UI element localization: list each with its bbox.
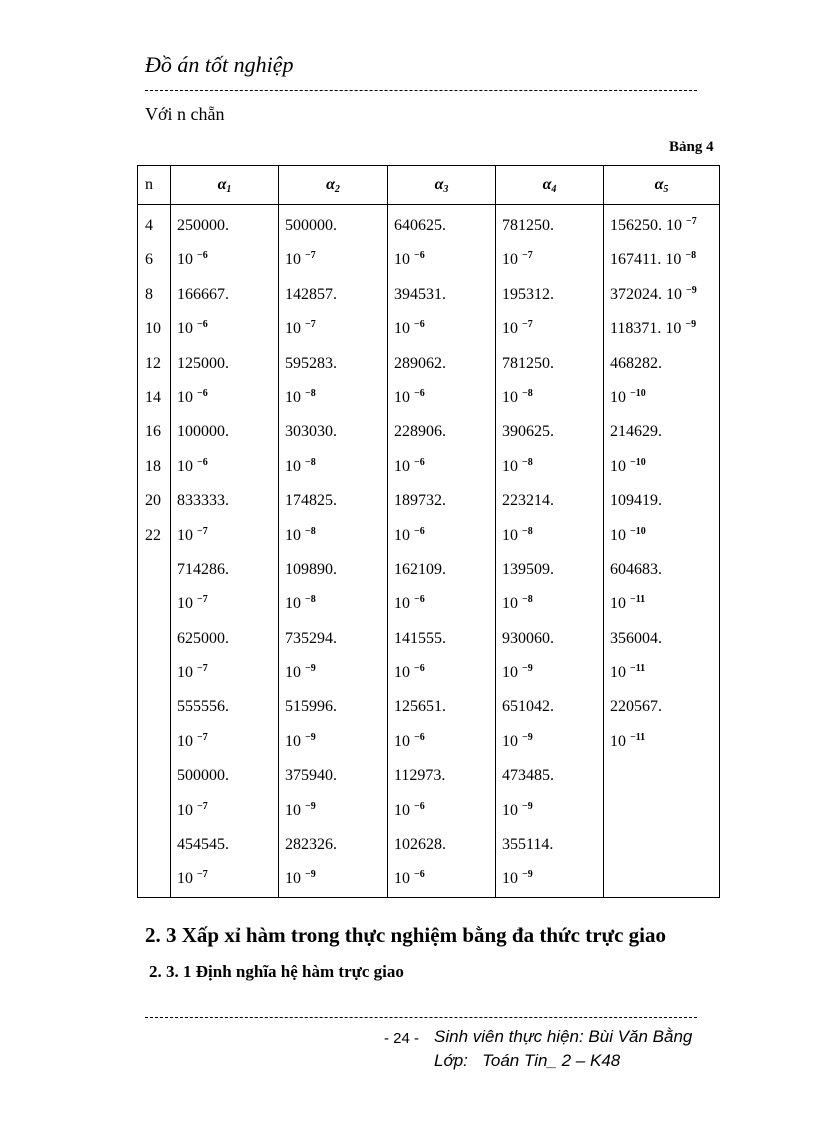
header-alpha-2: $\alpha_2$ (279, 166, 388, 205)
table-cell: 10 $^{-7}$ (285, 319, 316, 338)
table-cell: 10 $^{-9}$ (285, 731, 316, 750)
table-cell: 141555. (394, 629, 446, 647)
table-cell: 189732. (394, 492, 446, 510)
table-cell: 500000. (285, 217, 337, 234)
header-alpha-3: $\alpha_3$ (388, 166, 496, 205)
table-cell: 10 $^{-6}$ (177, 387, 208, 406)
table-cell: 10 $^{-6}$ (394, 387, 425, 406)
table-cell: 282326. (285, 836, 337, 854)
table-cell: 214629. (610, 423, 662, 441)
table-cell: 102628. (394, 836, 446, 854)
table-cell: 10 $^{-9}$ (502, 869, 533, 888)
table-cell: 735294. (285, 629, 337, 647)
table-cell: 142857. (285, 285, 337, 303)
n-value: 14 (145, 388, 161, 406)
table-cell: 10 $^{-6}$ (177, 250, 208, 269)
table-cell: 10 $^{-6}$ (394, 456, 425, 475)
table-cell: 100000. (177, 423, 229, 441)
table-cell: 10 $^{-6}$ (394, 525, 425, 544)
table-cell: 10 $^{-6}$ (394, 731, 425, 750)
table-cell: 515996. (285, 698, 337, 716)
table-cell: 10 $^{-8}$ (285, 387, 316, 406)
table-cell: 10 $^{-7}$ (177, 869, 208, 888)
n-value: 12 (145, 354, 161, 372)
table-cell: 833333. (177, 492, 229, 510)
table-cell: 10 $^{-8}$ (502, 525, 533, 544)
table-cell: 595283. (285, 354, 337, 372)
table-cell: 714286. (177, 560, 229, 578)
table-header-row (138, 166, 720, 205)
table-cell: 10 $^{-11}$ (610, 663, 646, 682)
n-value: 10 (145, 320, 161, 338)
alpha-1-column (171, 205, 279, 898)
table-cell: 174825. (285, 492, 337, 510)
table-cell: 10 $^{-10}$ (610, 387, 646, 406)
table-cell: 10 $^{-7}$ (177, 800, 208, 819)
table-cell: 10 $^{-6}$ (394, 319, 425, 338)
table-cell: 10 $^{-10}$ (610, 525, 646, 544)
table-cell: 220567. (610, 698, 662, 716)
table-body-row (138, 205, 720, 898)
table-cell: 10 $^{-11}$ (610, 731, 646, 750)
table-cell: 10 $^{-7}$ (502, 319, 533, 338)
table-cell: 156250. 10 $^{-7}$ (610, 216, 697, 234)
table-cell: 930060. (502, 629, 554, 647)
coefficient-table (137, 165, 720, 898)
n-value: 6 (145, 251, 153, 269)
table-cell: 10 $^{-6}$ (394, 869, 425, 888)
n-value: 4 (145, 217, 153, 234)
table-cell: 10 $^{-6}$ (394, 800, 425, 819)
table-cell: 500000. (177, 767, 229, 785)
table-cell: 10 $^{-8}$ (285, 525, 316, 544)
table-cell: 167411. 10 $^{-8}$ (610, 250, 697, 269)
n-values-column (138, 205, 171, 898)
footer-divider (145, 1017, 697, 1018)
subsection-heading: 2. 3. 1 Định nghĩa hệ hàm trực giao (149, 962, 404, 981)
alpha-4-column (496, 205, 604, 898)
table-cell: 166667. (177, 285, 229, 303)
document-header-title: Đồ án tốt nghiệp (145, 52, 294, 77)
table-cell: 468282. (610, 354, 662, 372)
alpha-5-column (604, 205, 720, 898)
table-cell: 10 $^{-6}$ (394, 594, 425, 613)
table-cell: 139509. (502, 560, 554, 578)
table-cell: 10 $^{-6}$ (177, 319, 208, 338)
table-cell: 604683. (610, 560, 662, 578)
table-cell: 781250. (502, 217, 554, 234)
table-cell: 250000. (177, 217, 229, 234)
n-value: 20 (145, 492, 161, 510)
table-cell: 10 $^{-9}$ (502, 731, 533, 750)
table-cell: 372024. 10 $^{-9}$ (610, 284, 697, 303)
table-cell: 10 $^{-9}$ (502, 800, 533, 819)
header-alpha-5: $\alpha_5$ (604, 166, 720, 205)
table-cell: 640625. (394, 217, 446, 234)
table-cell: 10 $^{-7}$ (502, 250, 533, 269)
table-cell: 10 $^{-9}$ (285, 869, 316, 888)
alpha-2-column (279, 205, 388, 898)
table-cell: 355114. (502, 836, 554, 854)
table-cell: 10 $^{-10}$ (610, 456, 646, 475)
table-cell: 390625. (502, 423, 554, 441)
section-heading: 2. 3 Xấp xỉ hàm trong thực nghiệm bằng đa thức trực giao (145, 923, 667, 947)
table-cell: 10 $^{-8}$ (502, 387, 533, 406)
table-cell: 303030. (285, 423, 337, 441)
table-cell: 112973. (394, 767, 446, 785)
table-cell: 10 $^{-9}$ (285, 800, 316, 819)
table-cell: 223214. (502, 492, 554, 510)
table-cell: 195312. (502, 285, 554, 303)
table-cell: 109890. (285, 560, 337, 578)
table-cell: 162109. (394, 560, 446, 578)
table-cell: 10 $^{-6}$ (394, 250, 425, 269)
table-cell: 118371. 10 $^{-9}$ (610, 319, 697, 338)
table-cell: 10 $^{-7}$ (177, 663, 208, 682)
table-cell: 10 $^{-8}$ (285, 594, 316, 613)
footer-author: Sinh viên thực hiện: Bùi Văn Bằng (434, 1027, 693, 1046)
table-cell: 10 $^{-9}$ (285, 663, 316, 682)
table-cell: 10 $^{-11}$ (610, 594, 646, 613)
n-value: 16 (145, 423, 161, 441)
table-cell: 10 $^{-9}$ (502, 663, 533, 682)
table-cell: 289062. (394, 354, 446, 372)
table-cell: 109419. (610, 492, 662, 510)
table-cell: 473485. (502, 767, 554, 785)
table-cell: 10 $^{-7}$ (177, 525, 208, 544)
header-alpha-1: $\alpha_1$ (171, 166, 279, 205)
n-value: 8 (145, 285, 153, 303)
table-cell: 454545. (177, 836, 229, 854)
n-value: 22 (145, 526, 161, 544)
header-divider (145, 90, 697, 91)
table-cell: 375940. (285, 767, 337, 785)
footer-class: Lớp: Toán Tin_ 2 – K48 (434, 1051, 621, 1070)
n-value: 18 (145, 457, 161, 475)
table-cell: 10 $^{-7}$ (285, 250, 316, 269)
table-cell: 781250. (502, 354, 554, 372)
alpha-3-column (388, 205, 496, 898)
table-cell: 651042. (502, 698, 554, 716)
header-n: n (138, 166, 171, 205)
table-cell: 10 $^{-8}$ (502, 456, 533, 475)
table-cell: 10 $^{-8}$ (285, 456, 316, 475)
table-cell: 10 $^{-7}$ (177, 594, 208, 613)
intro-text: Với n chẵn (145, 104, 225, 124)
table-cell: 394531. (394, 285, 446, 303)
table-cell: 228906. (394, 423, 446, 441)
page-number: - 24 - (384, 1030, 420, 1047)
table-cell: 10 $^{-6}$ (394, 663, 425, 682)
table-cell: 10 $^{-7}$ (177, 731, 208, 750)
header-alpha-4: $\alpha_4$ (496, 166, 604, 205)
table-cell: 125651. (394, 698, 446, 716)
table-cell: 555556. (177, 698, 229, 716)
table-cell: 10 $^{-6}$ (177, 456, 208, 475)
table-cell: 125000. (177, 354, 229, 372)
table-cell: 356004. (610, 629, 662, 647)
table-caption: Bảng 4 (669, 139, 714, 155)
table-cell: 10 $^{-8}$ (502, 594, 533, 613)
table-cell: 625000. (177, 629, 229, 647)
